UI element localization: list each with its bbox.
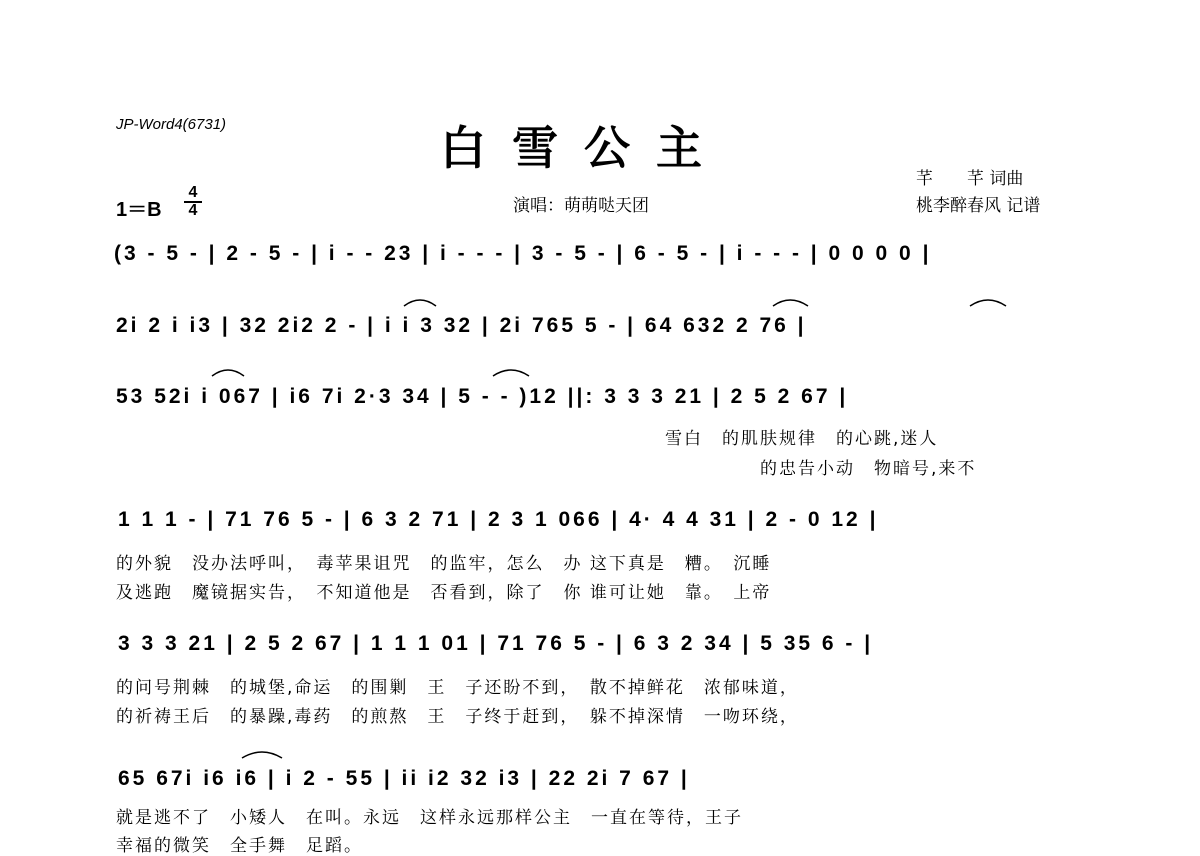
lyric-row-6-verse-2: 幸福的微笑 全手舞 足蹈。 [116,836,363,856]
source-label: JP-Word4(6731) [116,116,227,133]
lyric-row-3-verse-1: 雪白 的肌肤规律 的心跳,迷人 [665,429,939,449]
notation-row-1: (3 - 5 - | 2 - 5 - | i - - 23 | i - - - | 3 - 5 - | 6 - 5 - | i - - - | 0 0 0 0 | [114,242,932,265]
lyric-row-3-verse-2: 的忠告小动 物暗号,来不 [760,459,977,479]
singer-credit: 演唱：萌萌哒天团 [513,196,649,216]
lyric-row-5-verse-2: 的祈祷王后 的暴躁,毒药 的煎熬 王 子终于赶到， 躲不掉深情 一吻环绕， [116,707,799,727]
slur-2 [773,300,808,306]
lyric-row-6-verse-1: 就是逃不了 小矮人 在叫。永远 这样永远那样公主 一直在等待，王子 [116,808,743,828]
slur-1 [404,300,436,306]
lyric-row-4-verse-1: 的外貌 没办法呼叫， 毒苹果诅咒 的监牢，怎么 办 这下真是 糟。 沉睡 [116,554,772,574]
notation-row-3: 53 52i i 067 | i6 7i 2·3 34 | 5 - - )12 ||: 3 3 3 21 | 2 5 2 67 | [116,385,849,408]
key-signature: 1＝B [116,199,162,221]
notation-row-5: 3 3 3 21 | 2 5 2 67 | 1 1 1 01 | 71 76 5 - | 6 3 2 34 | 5 35 6 - | [118,632,874,655]
score-credit: 桃李醉春风 记谱 [916,196,1041,216]
time-signature-bottom: 4 [188,202,198,219]
time-signature-top: 4 [188,184,198,201]
slur-5 [493,370,529,376]
slur-6 [242,752,282,758]
slur-4 [212,370,244,376]
lyrics-credit: 芊 芊 词曲 [916,169,1024,189]
slur-3 [970,300,1006,306]
notation-row-6: 65 67i i6 i6 | i 2 - 55 | ii i2 32 i3 | 22 2i 7 67 | [118,767,690,790]
notation-row-2: 2i 2 i i3 | 32 2i2 2 - | i i 3 32 | 2i 765 5 - | 64 632 2 76 | [116,314,807,337]
lyric-row-5-verse-1: 的问号荆棘 的城堡,命运 的围剿 王 子还盼不到， 散不掉鲜花 浓郁味道， [116,678,799,698]
notation-row-4: 1 1 1 - | 71 76 5 - | 6 3 2 71 | 2 3 1 066 | 4· 4 4 31 | 2 - 0 12 | [118,508,879,531]
song-title: 白雪公主 [440,121,728,175]
lyric-row-4-verse-2: 及逃跑 魔镜据实告， 不知道他是 否看到，除了 你 谁可让她 靠。 上帝 [116,583,772,603]
